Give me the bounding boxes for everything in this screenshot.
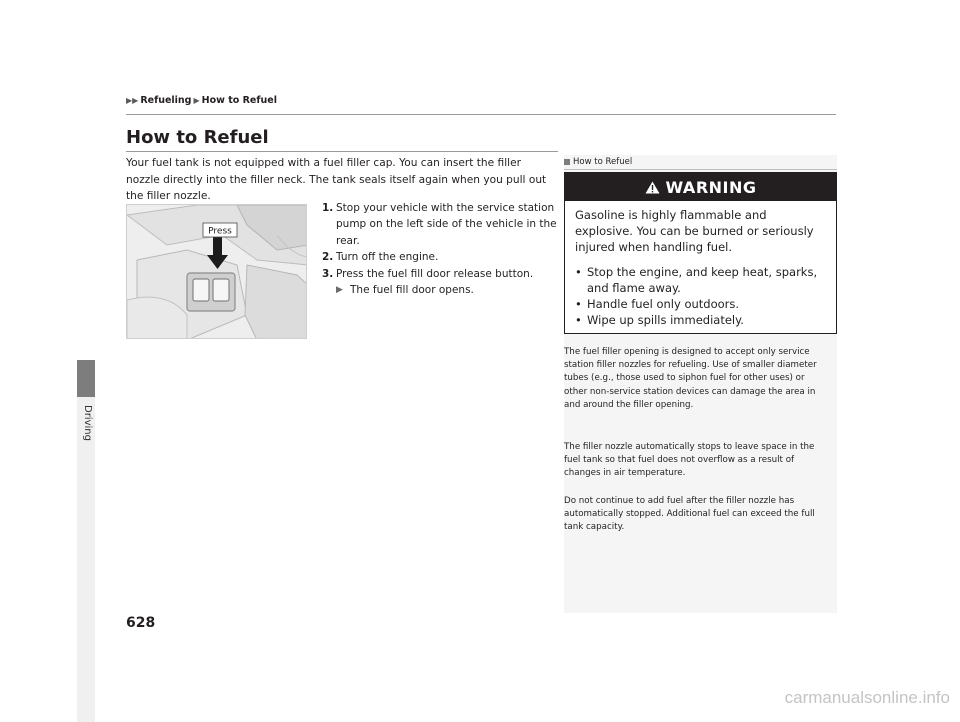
page-title: How to Refuel [126,127,269,148]
warning-list [565,264,836,329]
step-result-text: The fuel fill door opens. [350,284,474,297]
chevron-right-icon: ▶ [193,96,200,105]
section-marker-icon [564,159,570,165]
section-label: Driving [82,405,93,441]
warning-item: Stop the engine, and keep heat, sparks, and flame away. [587,264,818,295]
step-number: 2. [322,251,334,264]
procedure-steps [322,200,558,298]
list-item [322,200,558,249]
bullet-icon: • [575,297,582,312]
list-item [575,264,826,296]
intro-paragraph: Your fuel tank is not equipped with a fuel filler cap. You can insert the filler nozzle directly into the filler neck. The tank seals itself again when you pull out the filler nozzle. [126,157,547,202]
page-number: 628 [126,615,156,631]
step-number: 1. [322,202,334,214]
list-item [322,266,558,282]
bullet-icon: • [575,313,582,328]
note-paragraph: The filler nozzle automatically stops to leave space in the fuel tank so that fuel does not overflow as a result of changes in air temperature. [564,442,815,479]
step-text: Press the fuel fill door release button. [336,267,534,280]
title-divider [126,151,558,152]
breadcrumb-item[interactable]: How to Refuel [201,95,277,106]
side-divider [564,169,837,170]
note-paragraph: Do not continue to add fuel after the filler nozzle has automatically stopped. Additional fuel can exceed the full tank capacity. [564,496,815,533]
warning-header [565,173,836,201]
note-paragraph: The fuel filler opening is designed to accept only service station filler nozzles for refueling. Use of smaller diameter tubes (e.g., those used to siphon fuel for other uses) or other non-service station devices can damage the area in and around the filler opening. [564,347,817,410]
list-item [322,249,558,265]
list-item [575,312,826,328]
warning-item: Wipe up spills immediately. [587,313,744,328]
watermark: carmanualsonline.info [784,688,950,707]
warning-text: Gasoline is highly flammable and explosive. You can be burned or seriously injured when handling fuel. [575,208,814,255]
warning-item: Handle fuel only outdoors. [587,297,740,312]
step-text: Turn off the engine. [336,251,439,264]
list-item [322,282,558,298]
list-item [575,296,826,312]
side-heading [564,157,632,167]
side-heading-text: How to Refuel [573,157,633,167]
bullet-icon: • [575,264,582,279]
fuel-door-button-illustration [126,204,307,339]
header-divider [126,114,836,115]
step-text: Stop your vehicle with the service station pump on the left side of the vehicle in the rear. [336,202,557,247]
illustration-press-label: Press [208,226,232,237]
step-number: 3. [322,267,334,280]
chevron-right-icon: ▶ [336,285,343,296]
warning-title: WARNING [665,177,757,197]
warning-triangle-icon [645,181,660,194]
breadcrumb [126,95,277,106]
chevron-right-icon: ▶▶ [126,96,139,105]
breadcrumb-item[interactable]: Refueling [140,95,192,106]
section-tab [77,360,95,397]
warning-box [564,172,837,334]
